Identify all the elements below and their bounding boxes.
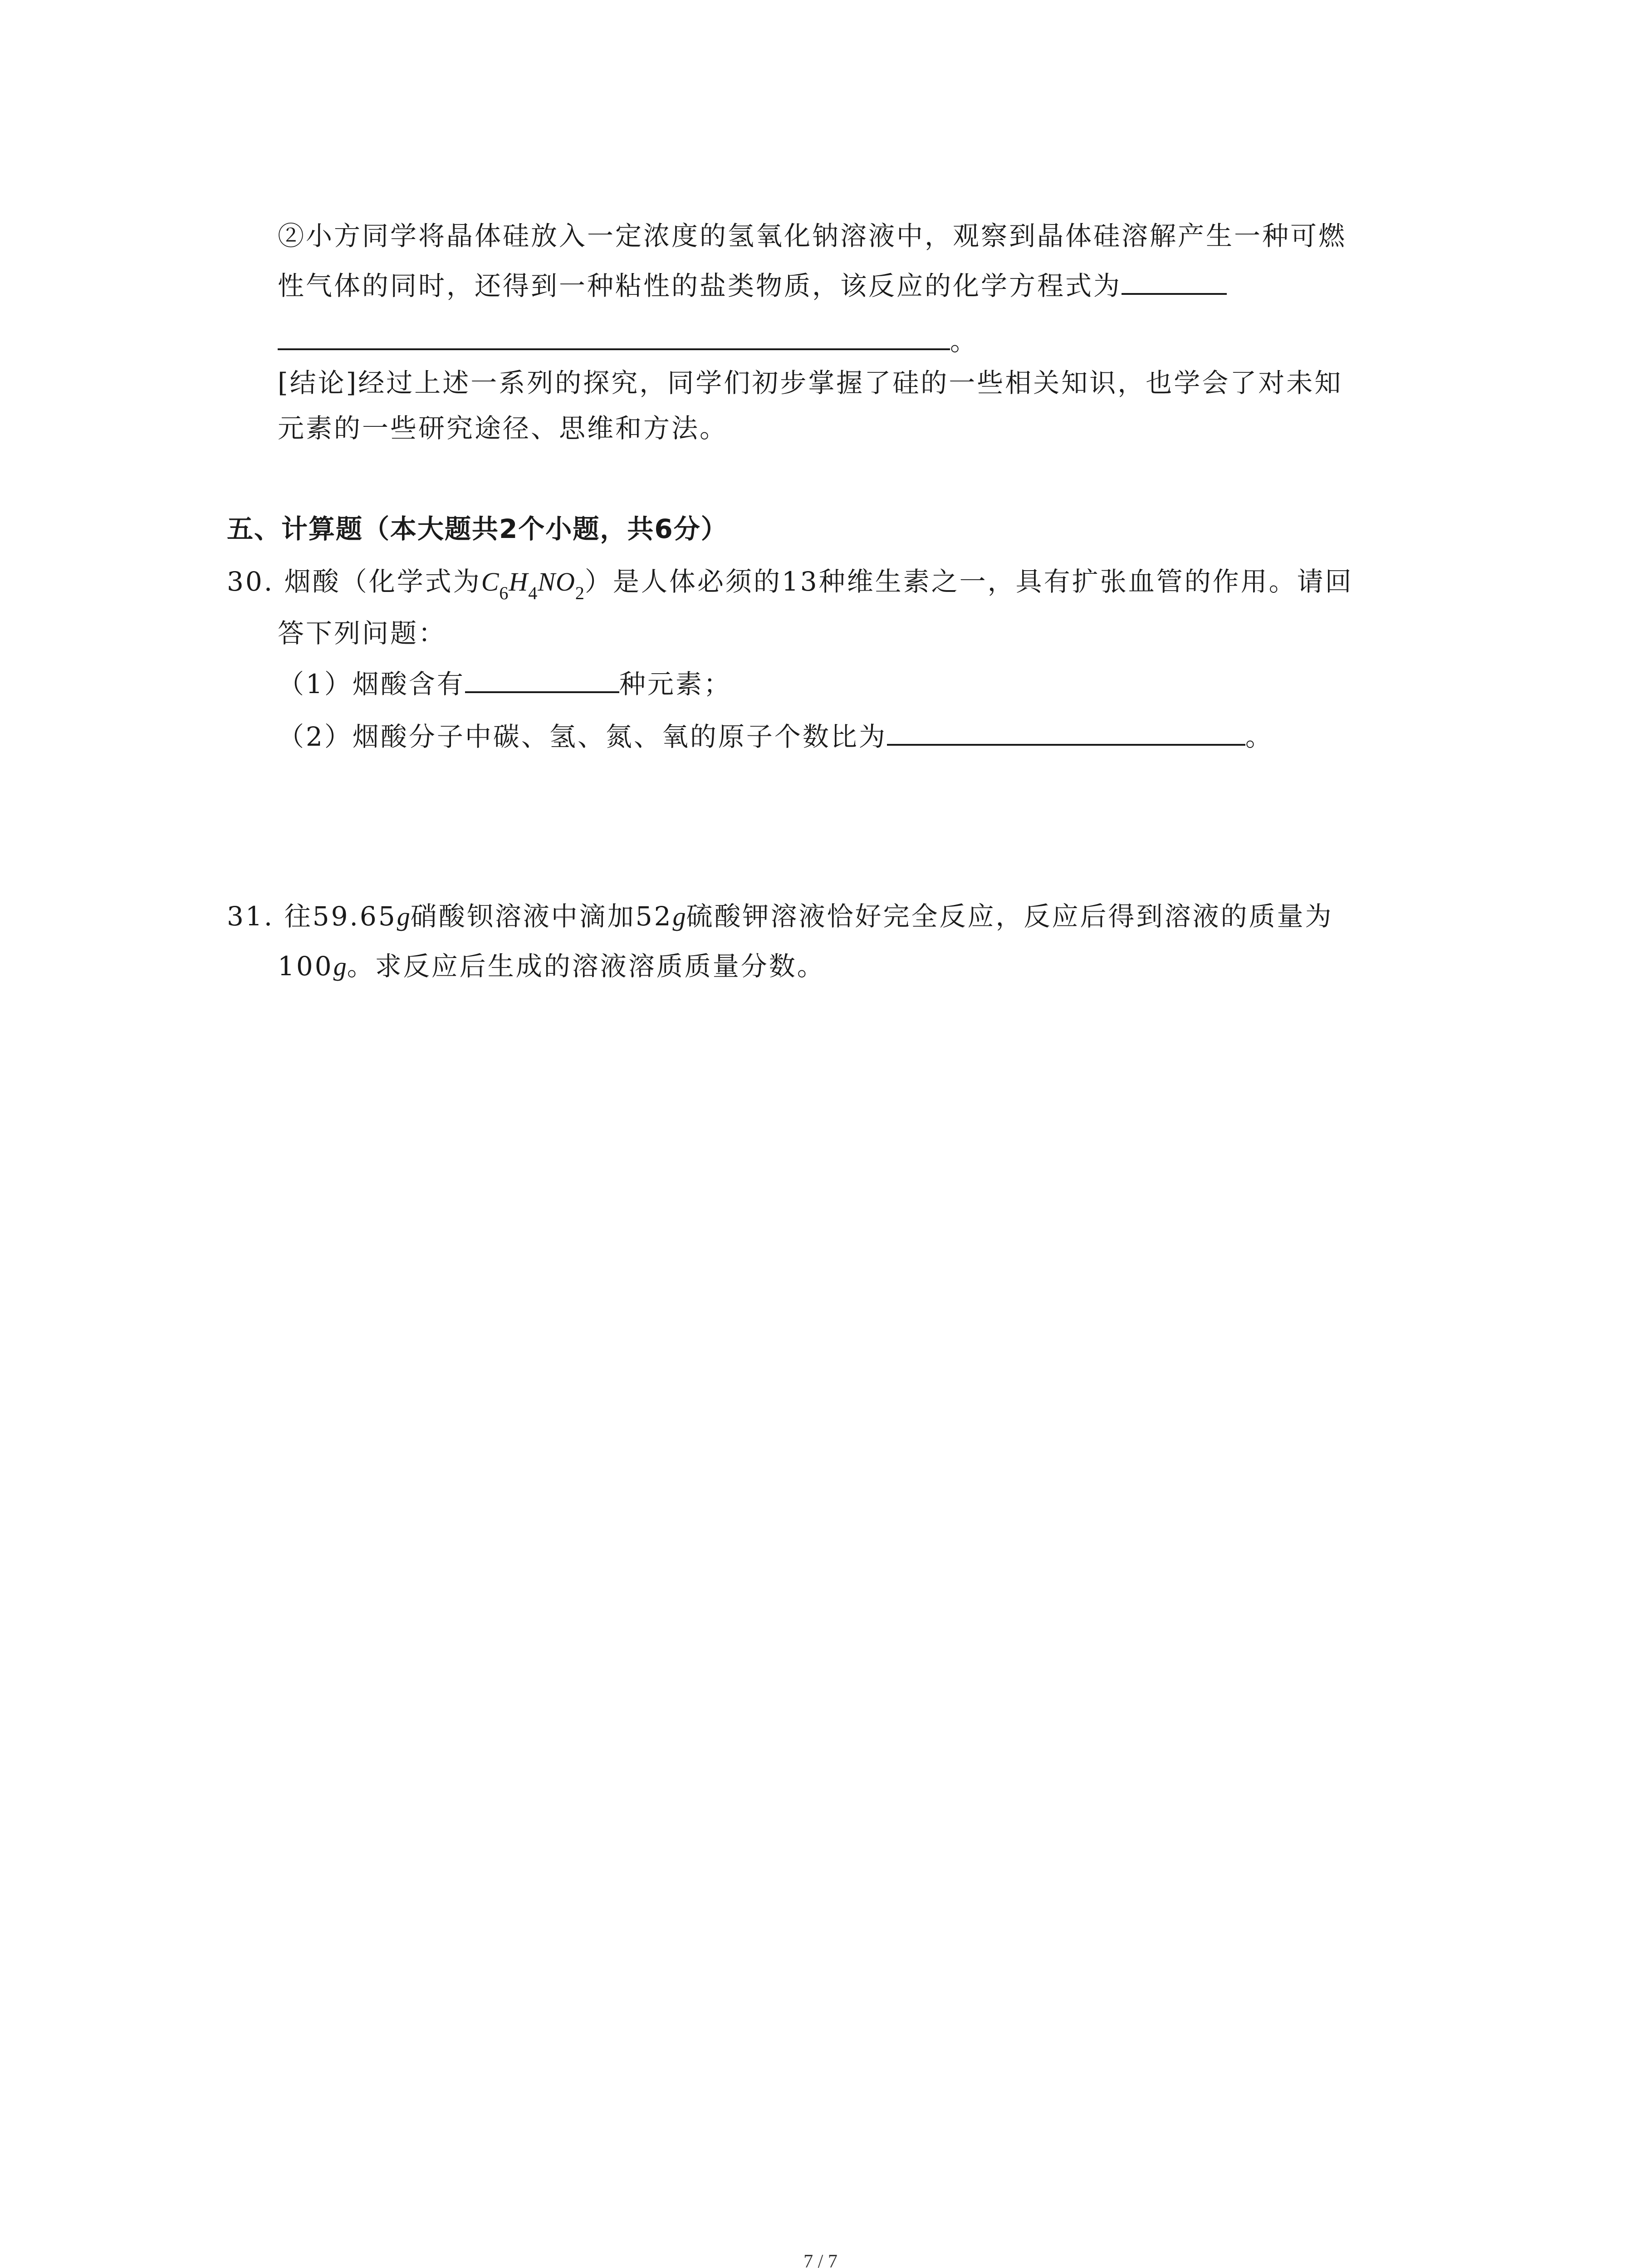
conclusion-line-1 [278, 365, 1342, 401]
q30-subquestion-2 [278, 719, 1274, 755]
answer-blank-equation-part1[interactable] [1122, 268, 1227, 295]
q31-unit-3: g [333, 952, 347, 981]
q31-unit-2: g [672, 902, 686, 931]
continuation-text-1: ②小方同学将晶体硅放入一定浓度的氢氧化钠溶液中，观察到晶体硅溶解产生一种可燃 [278, 220, 1347, 251]
answer-blank-equation-part2[interactable] [278, 323, 950, 350]
period: 。 [950, 326, 979, 357]
q31-line-2 [278, 948, 825, 985]
continuation-line-3 [278, 323, 978, 359]
q31-line2-value: 100 [278, 951, 333, 982]
q31-text-c: 硫酸钾溶液恰好完全反应，反应后得到溶液的质量为 [686, 901, 1333, 932]
q30-sub2-text-a: （2）烟酸分子中碳、氢、氮、氧的原子个数比为 [278, 721, 887, 752]
q30-number: 30. [227, 566, 274, 597]
conclusion-text-1: [结论]经过上述一系列的探究，同学们初步掌握了硅的一些相关知识，也学会了对未知 [278, 367, 1343, 398]
continuation-line-1 [278, 218, 1347, 254]
q31-text-a: 往59.65 [284, 901, 397, 932]
q30-line-2 [278, 615, 446, 651]
q31-number: 31. [227, 901, 274, 932]
page-number-text: 7 / 7 [803, 2251, 838, 2268]
q30-line-1 [227, 563, 1353, 609]
page-number [0, 2251, 1641, 2268]
q30-subquestion-1 [278, 666, 732, 702]
continuation-text-2: 性气体的同时，还得到一种粘性的盐类物质，该反应的化学方程式为 [278, 270, 1122, 301]
section-title: 五、计算题（本大题共2个小题，共6分） [227, 513, 728, 544]
q31-unit-1: g [397, 902, 411, 931]
q30-text-a: 烟酸（化学式为 [284, 566, 481, 597]
q31-line-1 [227, 898, 1333, 935]
answer-blank-atom-ratio[interactable] [887, 719, 1245, 746]
continuation-line-2 [278, 268, 1227, 304]
q31-line2-text: 。求反应后生成的溶液溶质质量分数。 [347, 951, 825, 982]
niacin-formula: $C_6H_4NO_2$ [481, 567, 585, 603]
q31-text-b: 硝酸钡溶液中滴加52 [410, 901, 673, 932]
conclusion-text-2: 元素的一些研究途径、思维和方法。 [278, 413, 728, 444]
q30-sub1-text-b: 种元素； [619, 669, 732, 699]
conclusion-line-2 [278, 410, 728, 446]
q30-text-b: ）是人体必须的13种维生素之一，具有扩张血管的作用。请回 [584, 566, 1353, 597]
section-heading [227, 511, 728, 547]
q30-prompt: 答下列问题： [278, 618, 447, 649]
q30-sub1-text-a: （1）烟酸含有 [278, 669, 465, 699]
answer-blank-element-count[interactable] [465, 666, 619, 693]
q30-sub2-text-b: 。 [1245, 721, 1274, 752]
